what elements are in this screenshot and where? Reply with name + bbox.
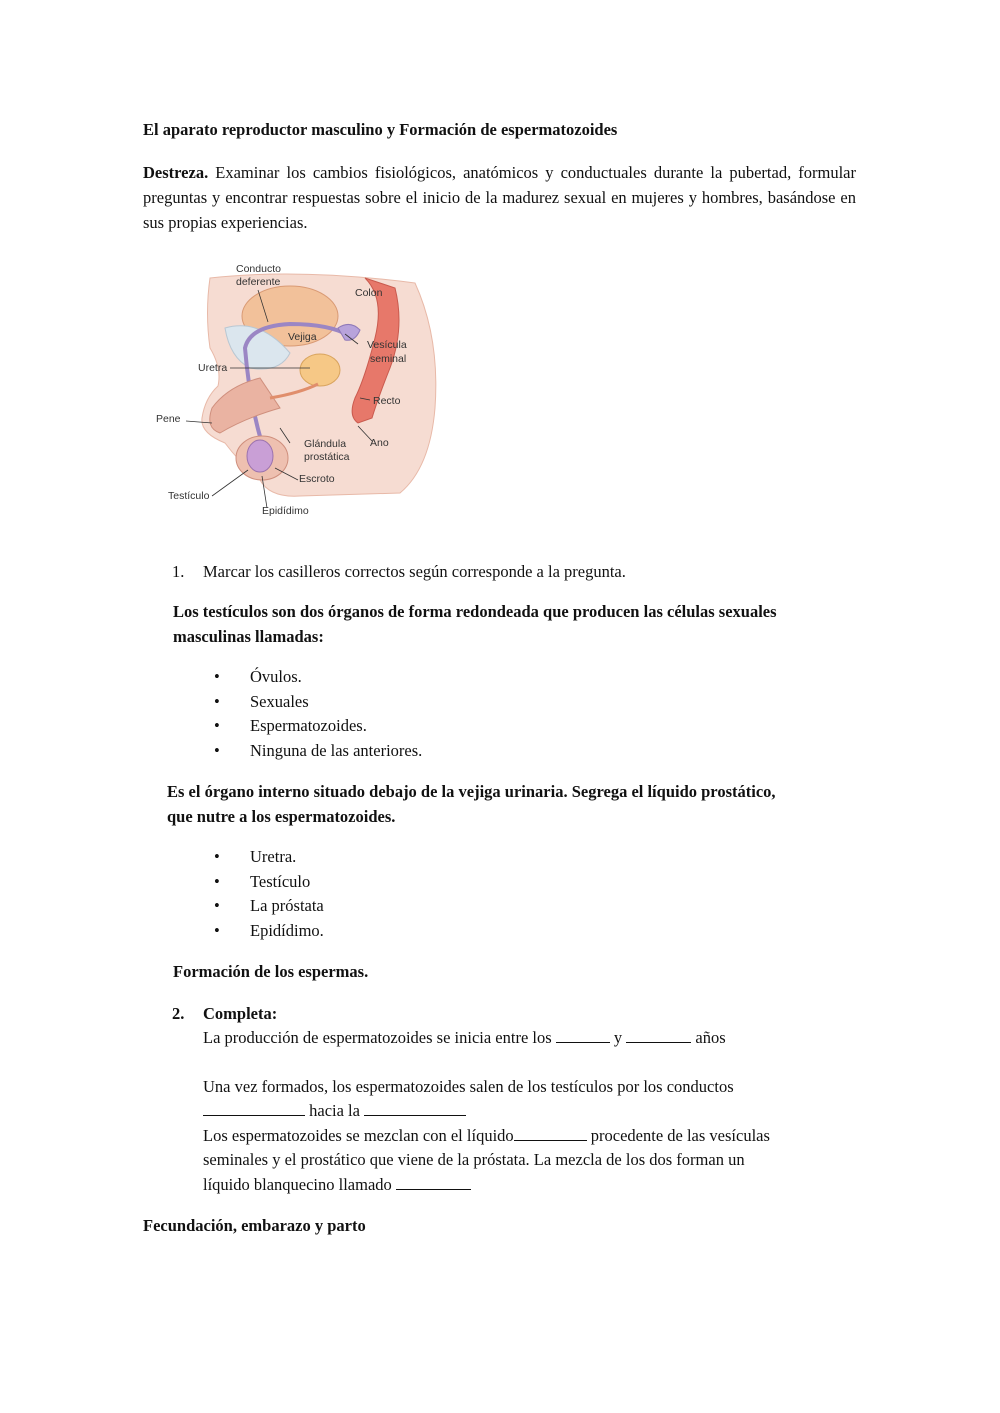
q1b-option-label: Epidídimo. <box>250 920 324 940</box>
q1b-option[interactable] <box>214 919 324 944</box>
label-prostatica: prostática <box>304 451 350 463</box>
q2-line1-c: años <box>691 1028 726 1047</box>
q1a-option[interactable] <box>214 690 422 715</box>
blank-hacia[interactable] <box>364 1101 466 1116</box>
q1a-option[interactable] <box>214 665 422 690</box>
q2-line1 <box>203 1026 726 1051</box>
label-vesicula: Vesícula <box>367 339 407 351</box>
q2-heading: Completa: <box>203 1004 278 1023</box>
label-testiculo: Testículo <box>168 490 210 502</box>
prostate-shape <box>300 354 340 386</box>
label-glandula: Glándula <box>304 438 347 450</box>
bullet-icon: • <box>214 716 220 735</box>
q1a-option-label: Sexuales <box>250 691 309 711</box>
q1b-options <box>214 845 324 943</box>
bullet-icon: • <box>214 920 220 940</box>
label-pene: Pene <box>156 413 181 425</box>
bullet-icon: • <box>214 871 220 891</box>
label-conducto: Conducto <box>236 263 281 275</box>
q1-number: 1. <box>172 562 185 581</box>
section-formacion: Formación de los espermas. <box>173 962 369 981</box>
q2-line4-a: Los espermatozoides se mezclan con el líquido <box>203 1126 514 1145</box>
blank-liquido-blanquecino[interactable] <box>396 1175 471 1190</box>
q1b-option[interactable] <box>214 870 324 895</box>
q2-line3 <box>203 1099 466 1124</box>
blank-conductos[interactable] <box>203 1101 305 1116</box>
blank-age-to[interactable] <box>626 1028 691 1043</box>
bullet-icon: • <box>214 740 220 760</box>
q1a-option-label: Espermatozoides. <box>250 716 367 735</box>
section-fecundacion: Fecundación, embarazo y parto <box>143 1216 366 1235</box>
destreza-text: Examinar los cambios fisiológicos, anatómicos y conductuales durante la pubertad, formular preguntas y encontrar respuestas sobre el inicio de la madurez sexual en mujeres y hombres, basándose en sus propias experiencias. <box>143 163 856 232</box>
q2-line4-b: procedente de las vesículas <box>586 1126 770 1145</box>
destreza-paragraph <box>143 160 856 235</box>
label-deferente: deferente <box>236 276 281 288</box>
label-escroto: Escroto <box>299 473 335 485</box>
q1b-option-label: Testículo <box>250 871 311 891</box>
q1a-option[interactable] <box>214 714 422 739</box>
q1a-question-line2: masculinas llamadas: <box>173 627 324 646</box>
page-title: El aparato reproductor masculino y Formación de espermatozoides <box>143 120 618 139</box>
testicle-shape <box>247 440 273 472</box>
label-ano: Ano <box>370 437 389 449</box>
q1b-question-line1: Es el órgano interno situado debajo de la vejiga urinaria. Segrega el líquido prostático, <box>167 782 776 801</box>
label-seminal: seminal <box>370 353 407 365</box>
blank-liquido[interactable] <box>514 1126 587 1141</box>
q2-line6-text: líquido blanquecino llamado <box>203 1175 396 1194</box>
q2-line6 <box>203 1173 471 1198</box>
q2-line1-a: La producción de espermatozoides se inicia entre los <box>203 1028 556 1047</box>
label-vejiga: Vejiga <box>288 331 317 343</box>
q2-line3-mid: hacia la <box>305 1101 365 1120</box>
bullet-icon: • <box>214 847 220 866</box>
blank-age-from[interactable] <box>556 1028 610 1043</box>
q1b-option[interactable] <box>214 894 324 919</box>
q2-line5: seminales y el prostático que viene de la próstata. La mezcla de los dos forman un <box>203 1150 745 1169</box>
q1a-option-label: Ninguna de las anteriores. <box>250 740 423 760</box>
label-epididimo: Epidídimo <box>262 505 309 517</box>
bullet-icon: • <box>214 691 220 711</box>
q1b-option-label: La próstata <box>250 896 324 915</box>
q2-line1-b: y <box>609 1028 627 1047</box>
label-uretra: Uretra <box>198 362 228 374</box>
anatomy-diagram <box>150 258 450 528</box>
q1a-option[interactable] <box>214 739 423 764</box>
q2-number: 2. <box>172 1004 185 1023</box>
q1b-option-label: Uretra. <box>250 847 297 866</box>
label-colon: Colon <box>355 287 383 299</box>
q1b-option[interactable] <box>214 845 324 870</box>
q2-line2: Una vez formados, los espermatozoides salen de los testículos por los conductos <box>203 1077 734 1096</box>
bullet-icon: • <box>214 667 220 686</box>
q1a-options <box>214 665 423 763</box>
q1b-question-line2: que nutre a los espermatozoides. <box>167 807 396 826</box>
q1a-option-label: Óvulos. <box>250 667 302 686</box>
q1a-question-line1: Los testículos son dos órganos de forma redondeada que producen las células sexuales <box>173 602 777 621</box>
bullet-icon: • <box>214 896 220 915</box>
destreza-label: Destreza. <box>143 163 209 182</box>
q2-line4 <box>203 1124 770 1149</box>
label-recto: Recto <box>373 395 401 407</box>
q1-instruction: Marcar los casilleros correctos según corresponde a la pregunta. <box>203 562 626 581</box>
